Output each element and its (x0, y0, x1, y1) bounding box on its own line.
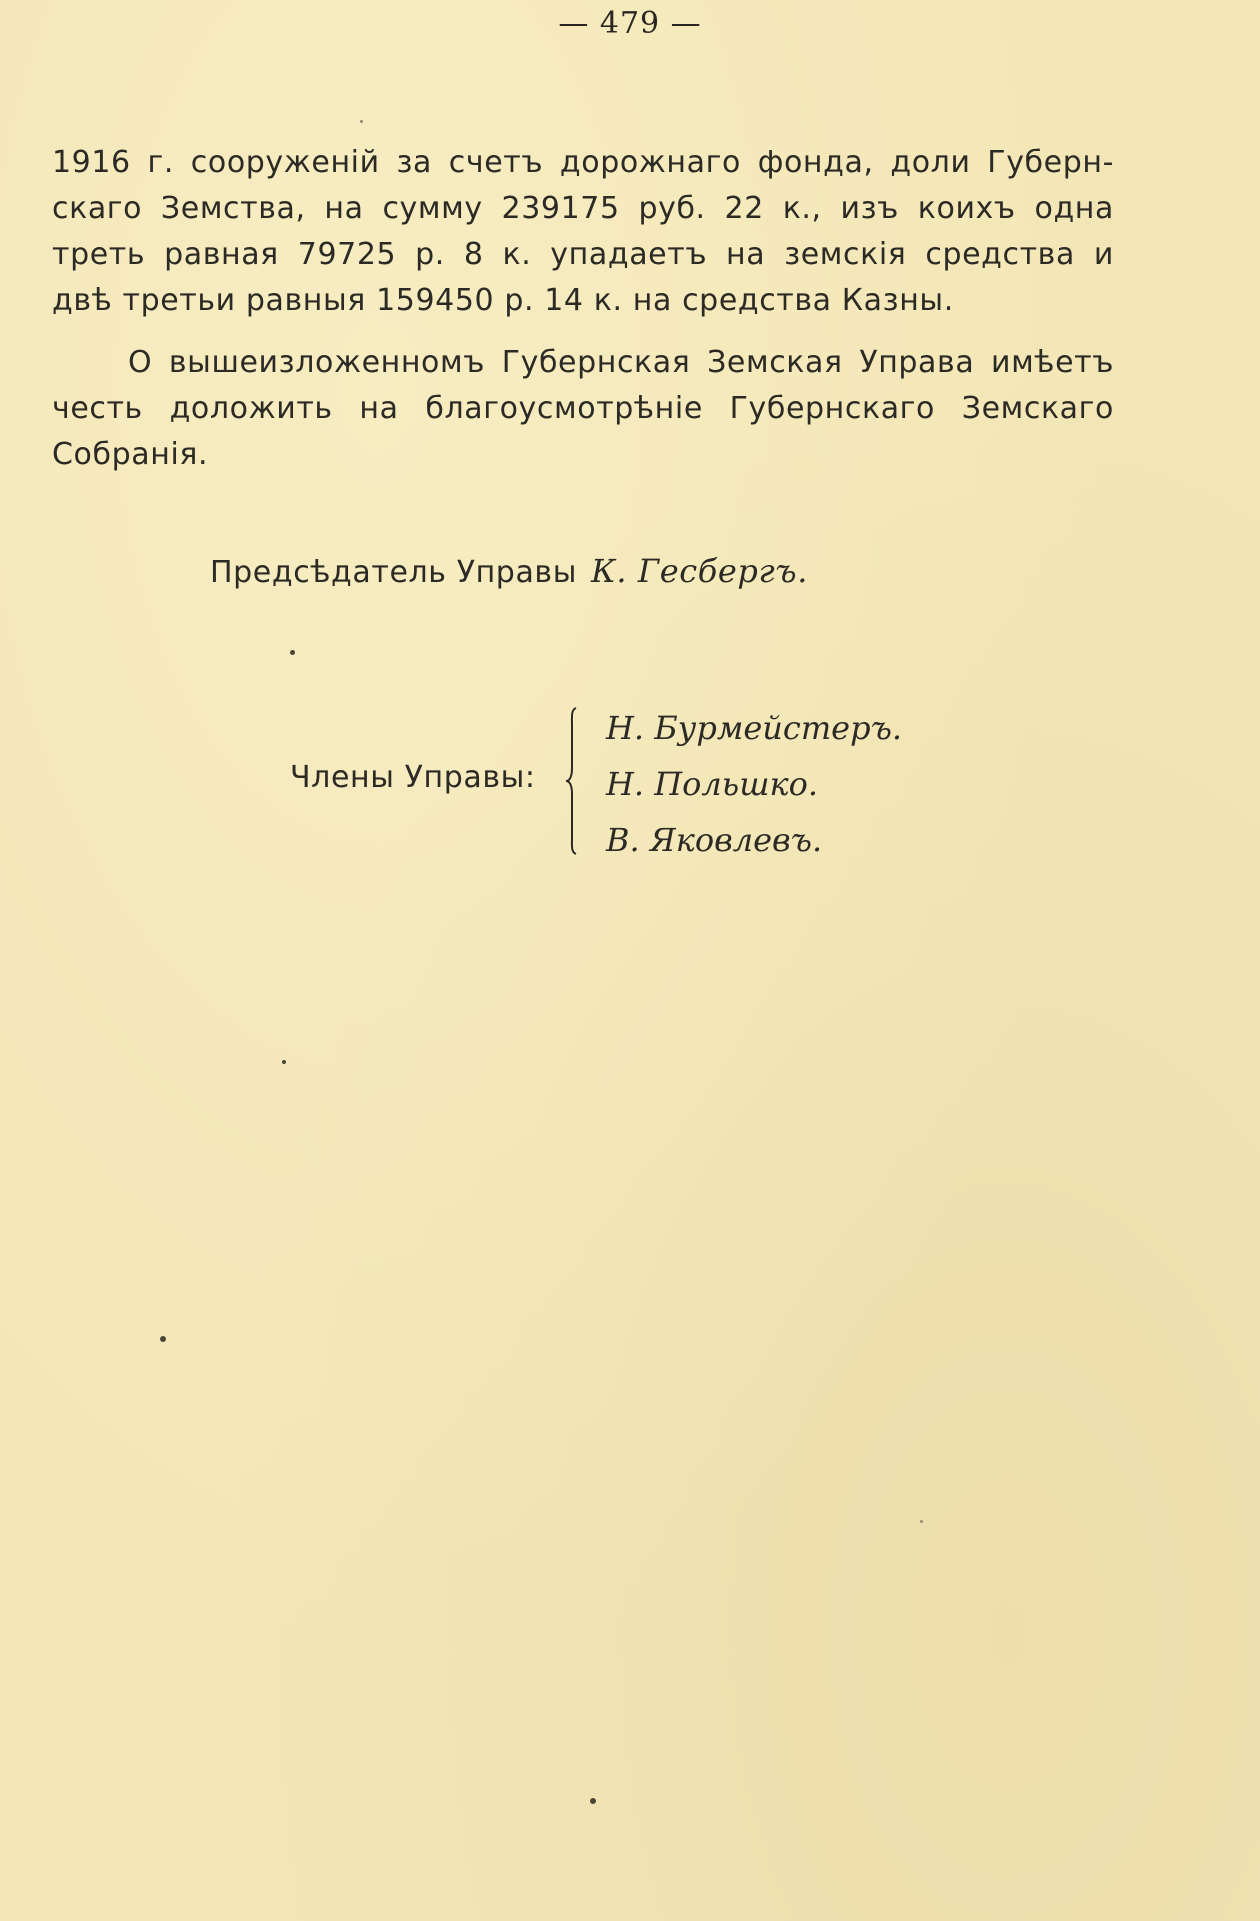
paragraph-1-line: двѣ третьи равныя 159450 р. 14 к. на средства Казны. (52, 283, 954, 318)
paper-speck (360, 120, 363, 123)
paragraph-2-line: О вышеизложенномъ Губернская Земская Управа имѣетъ (128, 345, 1114, 380)
chairman-name: К. Гесбергъ. (591, 552, 808, 590)
paragraph-2 (52, 340, 1114, 478)
paragraph-1-line: скаго Земства, на сумму 239175 руб. 22 к., изъ коихъ одна (52, 191, 1114, 226)
member-name: В. Яковлевъ. (606, 821, 823, 859)
paragraph-1-line: треть равная 79725 р. 8 к. упадаетъ на земскія средства и (52, 237, 1114, 272)
member-name: Н. Бурмейстеръ. (606, 709, 903, 747)
paper-speck (160, 1336, 166, 1342)
page-number: — 479 — (558, 6, 702, 41)
paragraph-2-line: Собранія. (52, 437, 209, 472)
curly-brace-icon (566, 706, 580, 856)
members-label: Члены Управы: (290, 760, 536, 795)
paragraph-1-line: 1916 г. сооруженій за счетъ дорожнаго фонда, доли Губерн- (52, 145, 1114, 180)
paper-speck (282, 1060, 286, 1064)
paragraph-1 (52, 140, 1114, 324)
paper-speck (590, 1798, 596, 1804)
paragraph-2-line: честь доложить на благоусмотрѣніе Губернскаго Земскаго (52, 391, 1114, 426)
paper-speck (290, 650, 295, 655)
chairman-signature-block (210, 552, 808, 590)
paper-speck (920, 1520, 923, 1523)
chairman-title: Предсѣдатель Управы (210, 555, 577, 590)
member-name: Н. Польшко. (606, 765, 819, 803)
members-list (606, 700, 902, 868)
